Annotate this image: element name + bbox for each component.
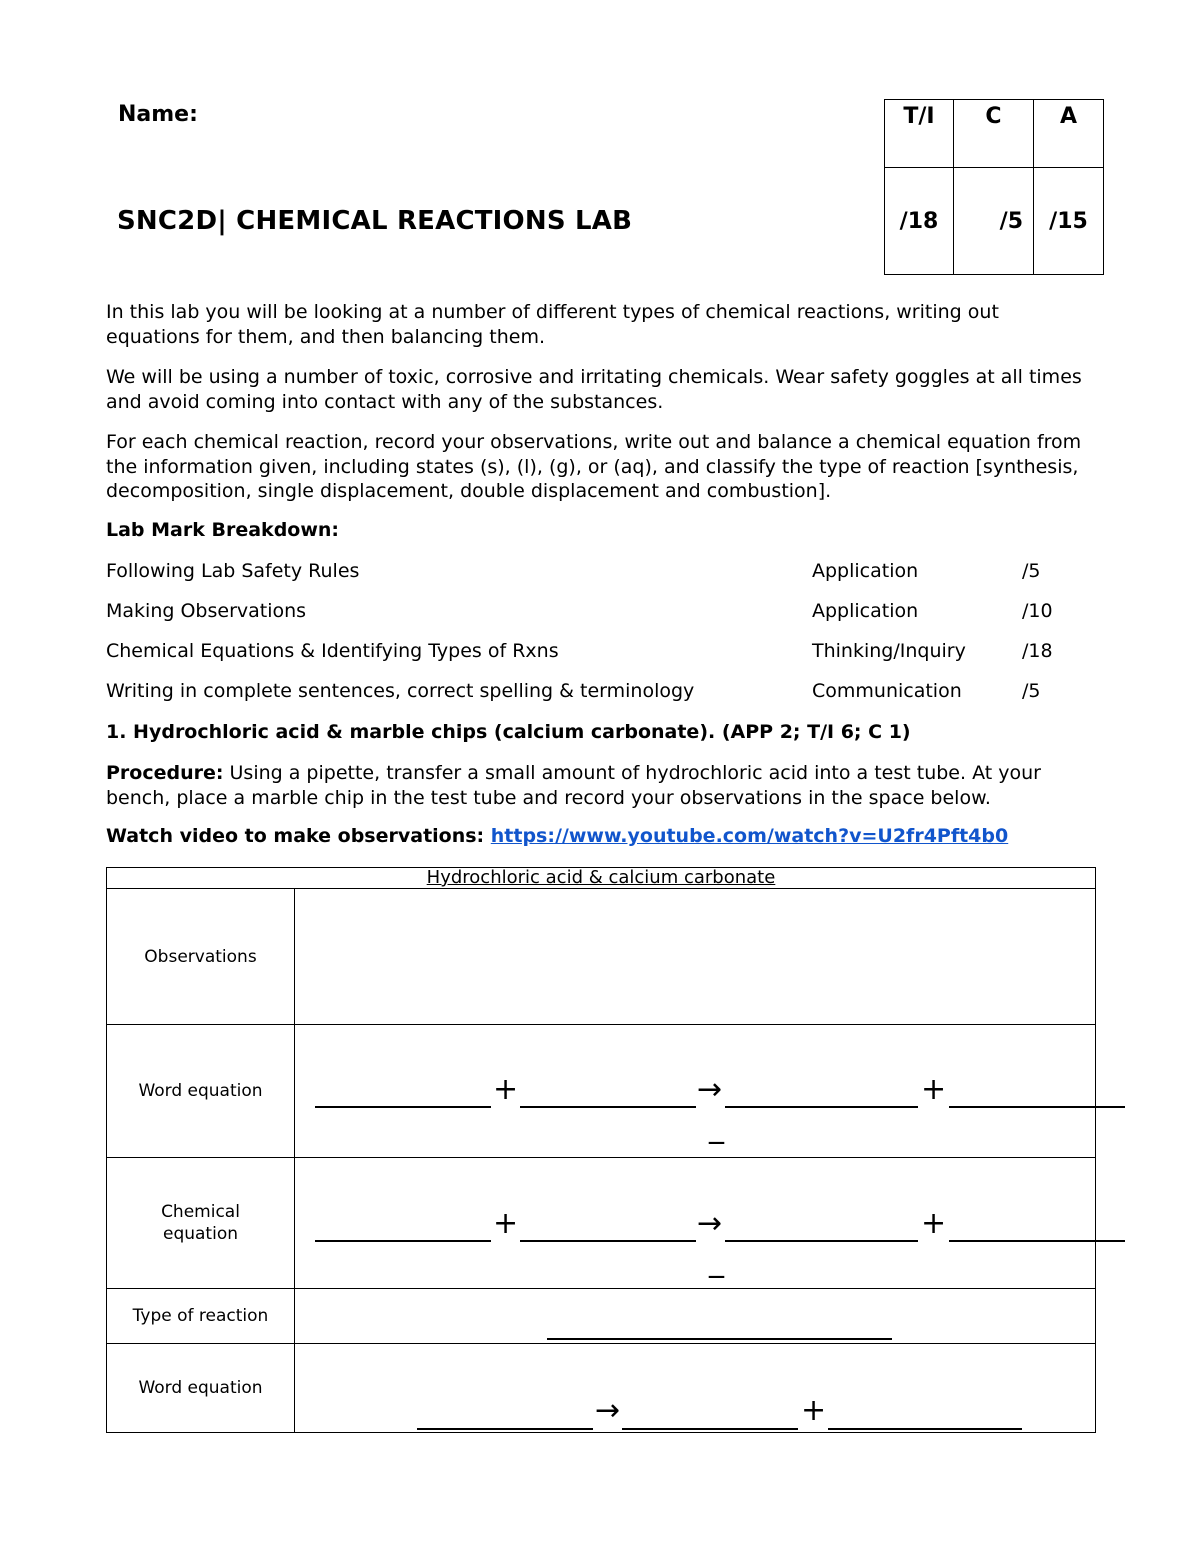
product-blank[interactable] <box>725 1106 918 1108</box>
reactant-blank[interactable] <box>417 1428 593 1430</box>
reaction-type-blank[interactable] <box>547 1338 892 1340</box>
table-caption: Hydrochloric acid & calcium carbonate <box>426 867 776 888</box>
dash-mark: _ <box>709 1244 724 1279</box>
breakdown-mark: /10 <box>1022 600 1053 622</box>
word-equation-2-cell[interactable] <box>295 1344 1096 1433</box>
breakdown-category: Application <box>812 560 919 582</box>
video-link[interactable]: https://www.youtube.com/watch?v=U2fr4Pft4b0 <box>490 825 1009 847</box>
marks-header-c: C <box>954 100 1034 168</box>
breakdown-item: Writing in complete sentences, correct spelling & terminology <box>106 680 695 702</box>
dash-mark: _ <box>709 1110 724 1145</box>
marks-value-ti: /18 <box>885 168 954 275</box>
product-blank[interactable] <box>949 1106 1125 1108</box>
lab-table <box>106 867 1096 1433</box>
plus-sign: + <box>493 1206 519 1241</box>
marks-header-a: A <box>1034 100 1104 168</box>
intro-paragraph-1: In this lab you will be looking at a number of different types of chemical reactions, writing out equations for them, and then balancing them. <box>106 301 999 348</box>
product-blank[interactable] <box>828 1428 1022 1430</box>
table-caption-cell <box>107 868 1096 889</box>
name-label: Name: <box>118 102 198 127</box>
breakdown-mark: /5 <box>1022 560 1041 582</box>
page-title: SNC2D| CHEMICAL REACTIONS LAB <box>117 206 633 236</box>
marks-table <box>884 99 1104 275</box>
reactant-blank[interactable] <box>520 1240 696 1242</box>
row-label-word-equation-2: Word equation <box>107 1344 295 1433</box>
plus-sign: + <box>921 1206 947 1241</box>
breakdown-item: Following Lab Safety Rules <box>106 560 360 582</box>
breakdown-category: Application <box>812 600 919 622</box>
intro-paragraph-3: For each chemical reaction, record your observations, write out and balance a chemical equation from the information given, including states (s), (l), (g), or (aq), and classify the type of reaction [synthesis, decomposition, single displacement, double displacement and combustion]. <box>106 431 1082 502</box>
observations-cell[interactable] <box>295 889 1096 1025</box>
word-equation-cell[interactable] <box>295 1025 1096 1158</box>
video-label: Watch video to make observations: <box>106 825 491 847</box>
row-label-type-of-reaction: Type of reaction <box>107 1289 295 1344</box>
row-label-chemical-equation: Chemical equation <box>107 1158 295 1289</box>
breakdown-category: Thinking/Inquiry <box>812 640 966 662</box>
row-label-observations: Observations <box>107 889 295 1025</box>
product-blank[interactable] <box>622 1428 798 1430</box>
reactant-blank[interactable] <box>315 1106 491 1108</box>
arrow-icon: → <box>595 1393 621 1428</box>
procedure-text: Using a pipette, transfer a small amount of hydrochloric acid into a test tube. At your bench, place a marble chip in the test tube and record your observations in the space below. <box>106 762 1041 809</box>
row-label-word-equation: Word equation <box>107 1025 295 1158</box>
reactant-blank[interactable] <box>520 1106 696 1108</box>
product-blank[interactable] <box>949 1240 1125 1242</box>
plus-sign: + <box>493 1072 519 1107</box>
procedure-label: Procedure: <box>106 762 224 784</box>
breakdown-mark: /18 <box>1022 640 1053 662</box>
breakdown-item: Chemical Equations & Identifying Types of Rxns <box>106 640 559 662</box>
product-blank[interactable] <box>725 1240 918 1242</box>
section-heading: 1. Hydrochloric acid & marble chips (calcium carbonate). (APP 2; T/I 6; C 1) <box>106 721 911 743</box>
arrow-icon: → <box>697 1206 723 1241</box>
marks-value-c: /5 <box>954 168 1034 275</box>
intro-paragraph-2: We will be using a number of toxic, corrosive and irritating chemicals. Wear safety goggles at all times and avoid coming into contact with any of the substances. <box>106 366 1082 413</box>
plus-sign: + <box>921 1072 947 1107</box>
type-of-reaction-cell[interactable] <box>295 1289 1096 1344</box>
marks-header-ti: T/I <box>885 100 954 168</box>
breakdown-category: Communication <box>812 680 962 702</box>
breakdown-heading: Lab Mark Breakdown: <box>106 519 340 541</box>
reactant-blank[interactable] <box>315 1240 491 1242</box>
procedure-paragraph <box>106 761 1096 810</box>
marks-value-a: /15 <box>1034 168 1104 275</box>
chemical-equation-cell[interactable] <box>295 1158 1096 1289</box>
plus-sign: + <box>801 1393 827 1428</box>
arrow-icon: → <box>697 1072 723 1107</box>
breakdown-mark: /5 <box>1022 680 1041 702</box>
video-line <box>106 825 1008 847</box>
breakdown-item: Making Observations <box>106 600 307 622</box>
